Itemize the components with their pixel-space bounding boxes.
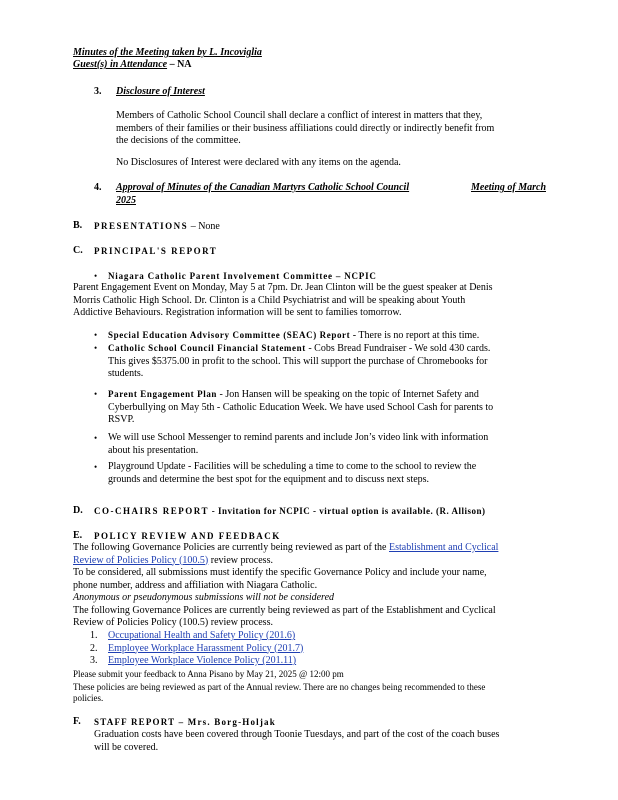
annual-review-note (73, 682, 553, 704)
text-line: The following Governance Polices are currently being reviewed as part of the Establishment and Cyclical (73, 604, 496, 616)
policy-review-link-cont[interactable]: Review of Policies Policy (100.5) (73, 554, 209, 566)
sectionF-letter: F. (73, 716, 81, 727)
text-line: about his presentation. (108, 444, 199, 456)
text-line: Parent Engagement Event on Monday, May 5 at 7pm. Dr. Jean Clinton will be the guest speaker at Denis (73, 282, 493, 293)
text-line: This gives $5375.00 in profit to the school. This will support the purchase of Chromebooks for (108, 355, 488, 367)
messenger-item (108, 432, 488, 457)
policy-item (90, 630, 303, 643)
text-line: review process. (208, 554, 273, 566)
text-line: Graduation costs have been covered through Toonie Tuesdays, and part of the cost of the coach buses (94, 729, 500, 740)
sectionD-heading (94, 505, 486, 519)
bullet-icon: • (94, 343, 98, 353)
bullet-icon: • (94, 462, 98, 472)
sectionC-title: PRINCIPAL'S REPORT (94, 246, 218, 256)
text-line: To be considered, all submissions must identify the specific Governance Policy and include your name, (73, 567, 487, 578)
text-line: policies. (73, 693, 104, 703)
engagement-item (108, 388, 493, 427)
item4-title-part: Meeting of March (471, 182, 546, 193)
text-line: - Cobs Bread Fundraiser - We sold 430 cards. (305, 343, 491, 354)
anonymous-note: Anonymous or pseudonymous submissions will not be considered (73, 592, 335, 603)
sectionB-letter: B. (73, 220, 83, 231)
policy-item (90, 655, 303, 668)
text-line: Cyberbullying on May 5th - Catholic Education Week. We have used School Cash for parents to (108, 401, 494, 413)
guests-label: Guest(s) in Attendance (73, 59, 168, 70)
text-line: students. (108, 368, 144, 379)
text-line: RSVP. (108, 414, 135, 425)
policy-list (90, 630, 303, 668)
text-line: Review of Policies Policy (100.5) review process. (73, 617, 273, 628)
seac-item (108, 329, 479, 343)
policy-link[interactable]: Occupational Health and Safety Policy (201.6) (108, 630, 296, 641)
item3-number: 3. (94, 86, 102, 97)
sectionD-letter: D. (73, 505, 83, 516)
bullet-icon: • (94, 271, 98, 281)
ncpic-title: Niagara Catholic Parent Involvement Committee – NCPIC (108, 271, 377, 281)
text-line: Playground Update - Facilities will be scheduling a time to come to the school to review the (108, 461, 477, 472)
text-line: Members of Catholic School Council shall declare a conflict of interest in matters that they, (116, 110, 483, 121)
policy-review-link[interactable]: Establishment and Cyclical (389, 542, 499, 553)
item4-title (116, 182, 546, 207)
bullet-icon: • (94, 389, 98, 399)
text-line: Addictive Behaviours. Registration information will be sent to families tomorrow. (73, 307, 402, 318)
text-line: phone number, address and affiliation with Niagara Catholic. (73, 579, 318, 591)
minutes-taker-line: Minutes of the Meeting taken by L. Incoviglia (73, 47, 262, 58)
sectionE-letter: E. (73, 530, 83, 541)
submit-note: Please submit your feedback to Anna Pisano by May 21, 2025 @ 12:00 pm (73, 669, 344, 679)
policy-number: 1. (90, 630, 98, 641)
sectionB-title: PRESENTATIONS (94, 221, 189, 231)
sectionC-letter: C. (73, 245, 83, 256)
sectionE-title: POLICY REVIEW AND FEEDBACK (94, 531, 281, 541)
guests-line (73, 59, 192, 72)
text-line: - Jon Hansen will be speaking on the topic of Internet Safety and (217, 389, 479, 400)
text-line: the decisions of the committee. (116, 135, 241, 146)
text-line: grounds and determine the best spot for the equipment and to discuss next steps. (108, 473, 430, 485)
sectionD-title: CO-CHAIRS REPORT (94, 506, 209, 516)
engagement-title: Parent Engagement Plan (108, 389, 218, 399)
sectionE-intro (73, 542, 553, 630)
item4-title-year: 2025 (116, 194, 136, 206)
item3-title: Disclosure of Interest (116, 86, 205, 97)
sectionF-text (94, 729, 499, 754)
financial-title: Catholic School Council Financial Statement (108, 343, 306, 353)
text-line: will be covered. (94, 741, 159, 753)
text-line: Morris Catholic High School. Dr. Clinton is a Child Psychiatrist and will be speaking about Youth (73, 294, 466, 306)
policy-link[interactable]: Employee Workplace Violence Policy (201.11) (108, 655, 297, 666)
text-line: The following Governance Policies are currently being reviewed as part of the (73, 542, 389, 553)
text-line: These policies are being reviewed as part of the Annual review. There are no changes being recommended to these (73, 682, 486, 692)
item3-para2: No Disclosures of Interest were declared with any items on the agenda. (116, 157, 401, 168)
policy-number: 3. (90, 655, 98, 666)
sectionF-title: STAFF REPORT – Mrs. Borg-Holjak (94, 717, 276, 727)
policy-item (90, 643, 303, 656)
bullet-icon: • (94, 433, 98, 443)
guests-value: – NA (167, 59, 192, 70)
item3-para1 (116, 110, 494, 148)
sectionB-value: – None (188, 221, 220, 232)
playground-item (108, 461, 476, 486)
seac-title: Special Education Advisory Committee (SEAC) Report (108, 330, 351, 340)
ncpic-text (73, 282, 493, 320)
financial-item (108, 342, 490, 381)
sectionD-value: - Invitation for NCPIC - virtual option is available. (R. Allison) (208, 506, 486, 516)
bullet-icon: • (94, 330, 98, 340)
text-line: members of their families or their business affiliations could directly or indirectly benefit from (116, 122, 495, 134)
sectionB-heading (94, 220, 220, 234)
policy-number: 2. (90, 642, 98, 654)
item4-title-part: Approval of Minutes of the Canadian Martyrs Catholic School Council (116, 182, 410, 193)
seac-text: - There is no report at this time. (350, 330, 480, 341)
policy-link[interactable]: Employee Workplace Harassment Policy (201.7) (108, 642, 304, 654)
item4-number: 4. (94, 182, 102, 193)
text-line: We will use School Messenger to remind parents and include Jon’s video link with information (108, 432, 489, 443)
